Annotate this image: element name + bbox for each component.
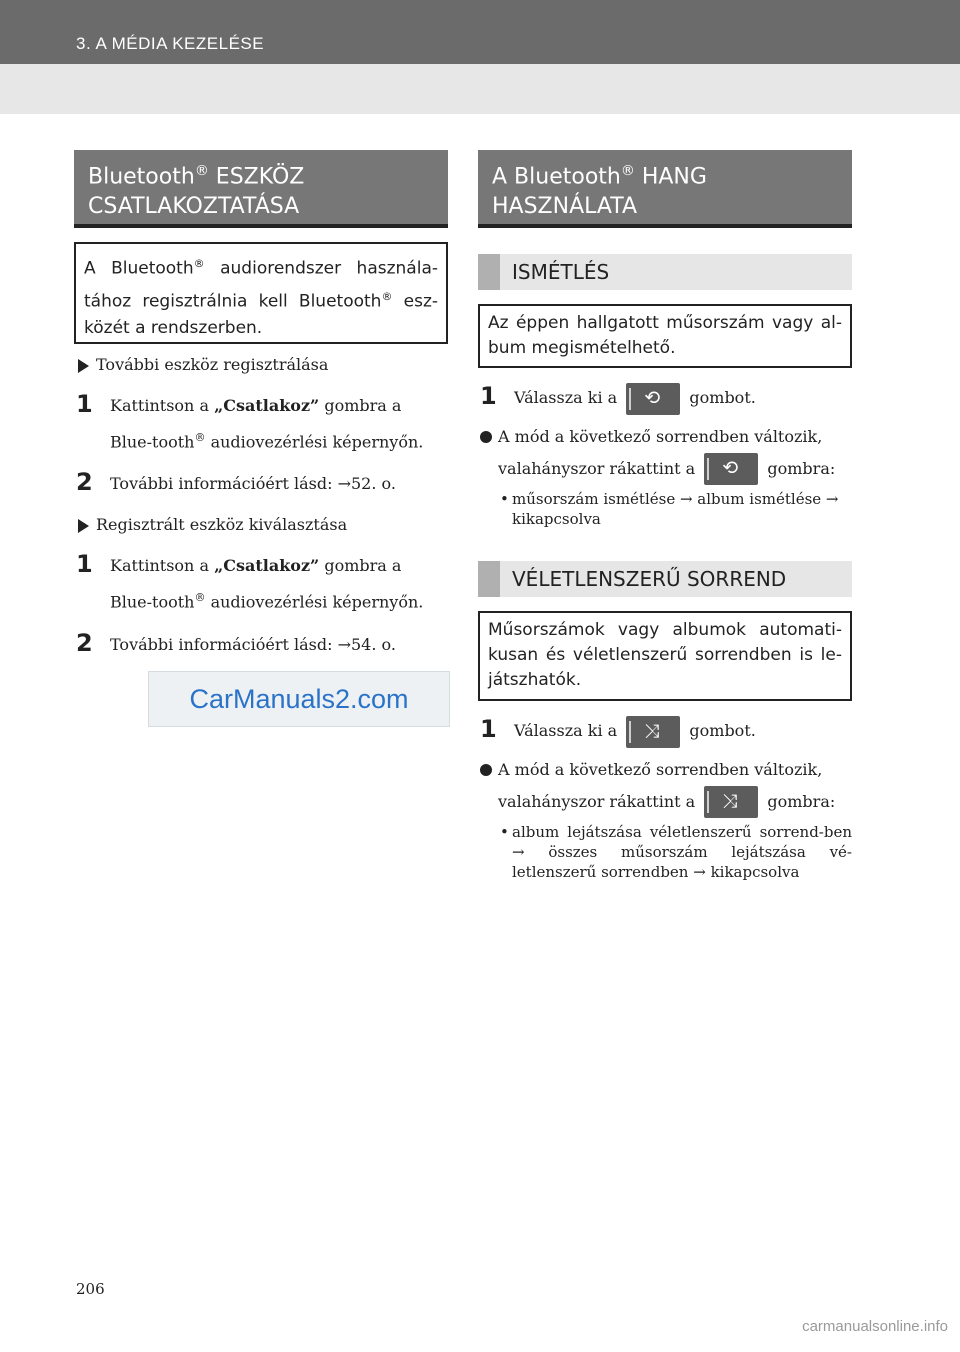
shuffle-button-image (704, 786, 758, 818)
right-column (478, 150, 852, 882)
page-number: 206 (76, 1280, 105, 1298)
shuffle-icon: ⤨ (644, 719, 660, 742)
bullet-dot-icon (480, 764, 492, 776)
shuffle-icon: ⤨ (722, 790, 738, 812)
shuffle-note-box: Műsorszámok vagy albumok automati-kusan és véletlenszerű sorrendben is le-játszhatók. (478, 611, 852, 701)
subsection-heading-shuffle: VÉLETLENSZERŰ SORREND (478, 561, 852, 597)
repeat-button-image (704, 453, 758, 485)
chapter-header-bar (0, 0, 960, 64)
shuffle-mode-bullet: A mód a következő sorrendben változik, valahányszor rákattint a ⤨ gombra: (478, 754, 852, 819)
repeat-mode-bullet: A mód a következő sorrendben változik, valahányszor rákattint a ⟲ gombra: (478, 421, 852, 486)
footer-watermark: carmanualsonline.info (802, 1318, 948, 1335)
subsection-select-device: Regisztrált eszköz kiválasztása (74, 514, 448, 536)
step-select-shuffle: 1 Válassza ki a ⤨ gombot. (478, 715, 852, 748)
subsection-heading-repeat: ISMÉTLÉS (478, 254, 852, 290)
repeat-mode-sequence: • műsorszám ismétlése → album ismétlése → kikapcsolva (500, 490, 839, 528)
repeat-icon: ⟲ (644, 386, 661, 409)
repeat-icon: ⟲ (722, 457, 739, 479)
shuffle-button-image (626, 716, 680, 748)
header-subbar (0, 64, 960, 114)
triangle-bullet-icon (78, 359, 89, 373)
section-heading-bluetooth-connect: Bluetooth® ESZKÖZ CSATLAKOZTATÁSA (74, 150, 448, 228)
triangle-bullet-icon (78, 519, 89, 533)
step-select-repeat: 1 Válassza ki a ⟲ gombot. (478, 382, 852, 415)
chapter-title: 3. A MÉDIA KEZELÉSE (76, 34, 265, 53)
step-more-info-1: 2 További információért lásd: →52. o. (76, 468, 396, 497)
repeat-button-image (626, 383, 680, 415)
subsection-register-device: További eszköz regisztrálása (74, 354, 448, 376)
left-column (74, 150, 448, 661)
shuffle-mode-sequence: • album lejátszása véletlenszerű sorrend-ben → összes műsorszám lejátszása vé-letlenszerű sorrendben → kikapcsolva (500, 823, 852, 881)
bullet-dot-icon (480, 431, 492, 443)
repeat-note-box: Az éppen hallgatott műsorszám vagy al-bum megismételhető. (478, 304, 852, 368)
step-connect-1: 1 Kattintson a „Csatlakoz” gombra a Blue-tooth® audiovezérlési képernyőn. (76, 390, 424, 452)
step-more-info-2: 2 További információért lásd: →54. o. (76, 628, 396, 657)
intro-note-box: A Bluetooth® audiorendszer használa-tához regisztrálnia kell Bluetooth® esz-közét a rendszerben. (74, 242, 448, 344)
step-connect-2: 1 Kattintson a „Csatlakoz” gombra a Blue-tooth® audiovezérlési képernyőn. (76, 550, 424, 612)
watermark-banner: CarManuals2.com (148, 671, 450, 727)
section-heading-bluetooth-audio: A Bluetooth® HANG HASZNÁLATA (478, 150, 852, 228)
